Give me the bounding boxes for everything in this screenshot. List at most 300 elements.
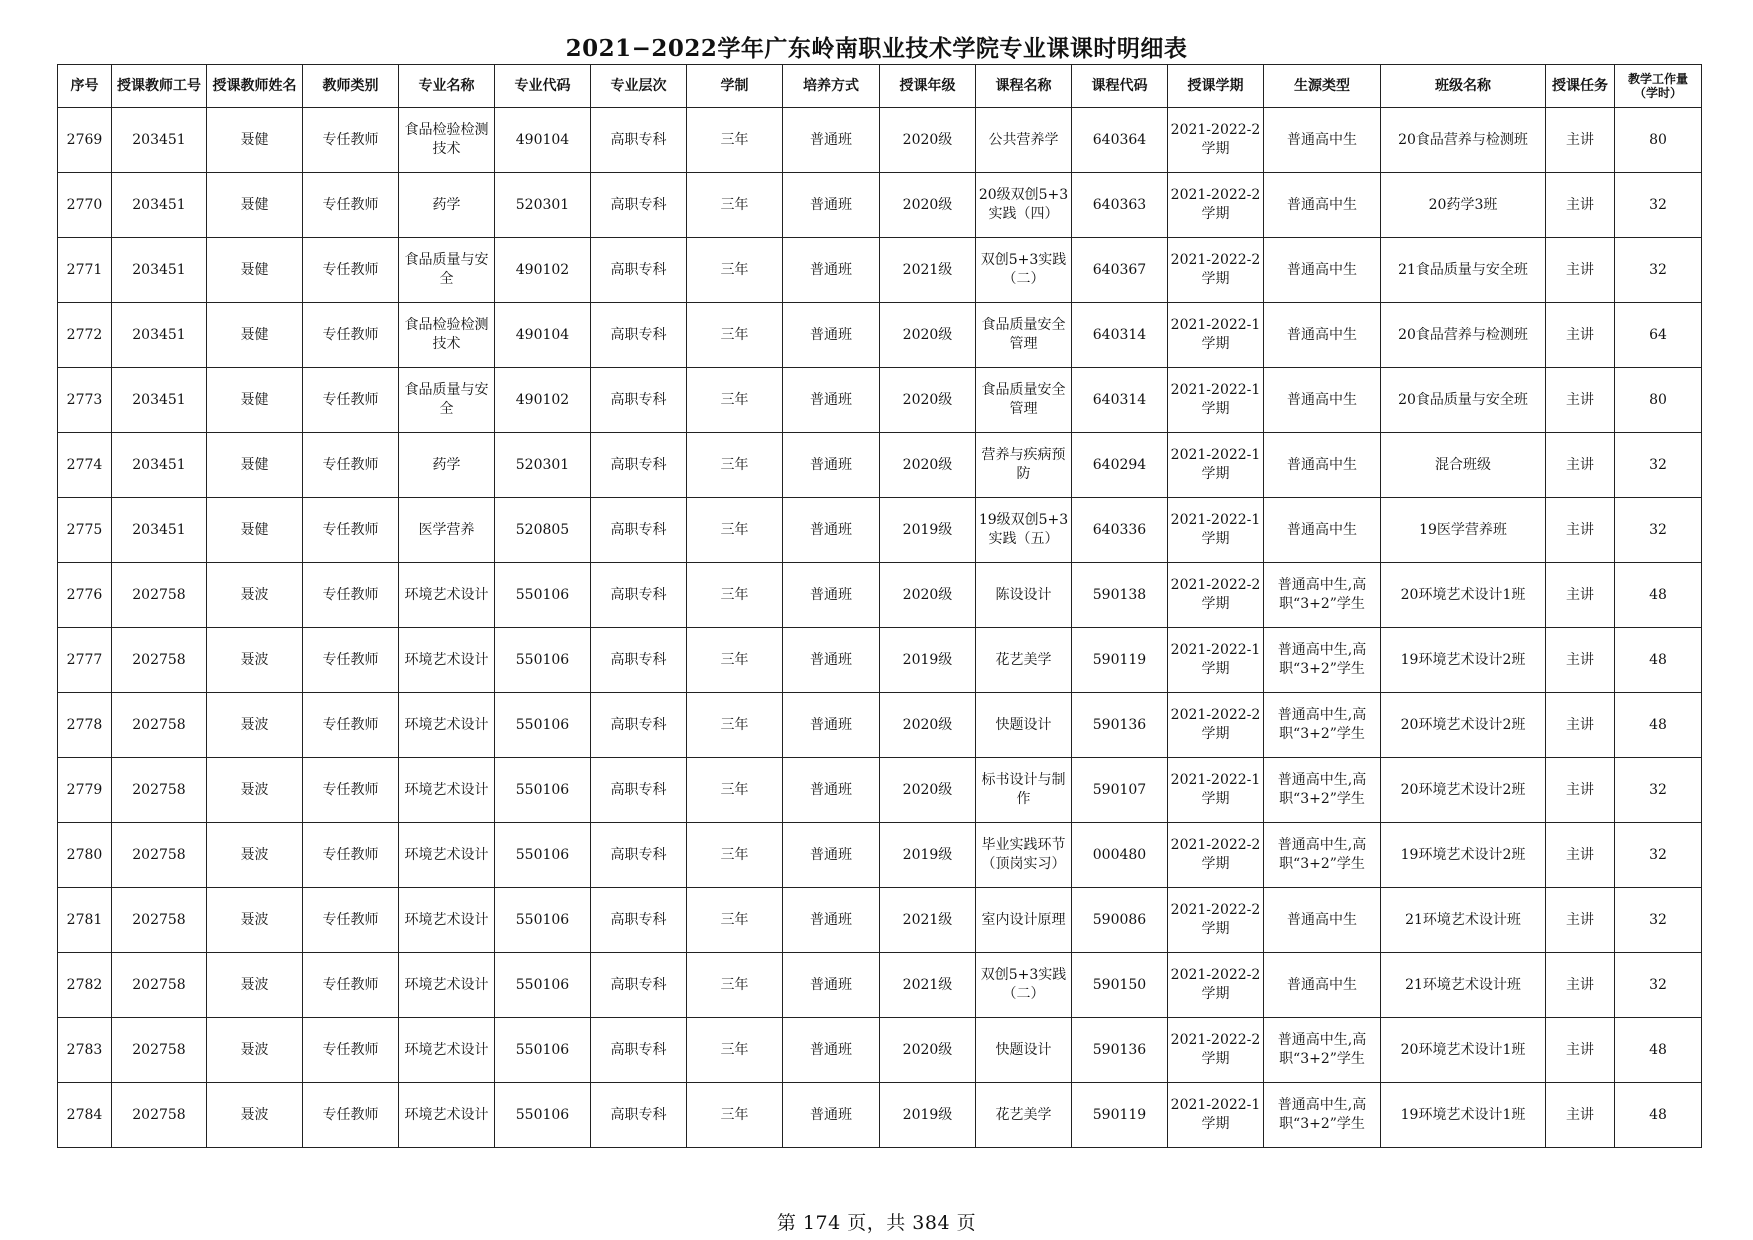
- table-cell: 80: [1615, 108, 1702, 173]
- table-cell: 普通班: [783, 888, 880, 953]
- table-cell: 2783: [58, 1018, 112, 1083]
- table-cell: 32: [1615, 238, 1702, 303]
- table-cell: 2021-2022-1学期: [1168, 368, 1264, 433]
- table-row: [58, 823, 1702, 888]
- table-row: [58, 693, 1702, 758]
- table-cell: 19环境艺术设计1班: [1381, 1083, 1546, 1148]
- table-cell: 640367: [1072, 238, 1168, 303]
- table-cell: 聂波: [207, 1083, 303, 1148]
- table-cell: 普通高中生,高职“3+2”学生: [1264, 758, 1381, 823]
- table-cell: 48: [1615, 628, 1702, 693]
- table-cell: 2780: [58, 823, 112, 888]
- table-cell: 550106: [495, 1083, 591, 1148]
- table-cell: 普通高中生: [1264, 173, 1381, 238]
- table-cell: 2020级: [880, 693, 976, 758]
- table-cell: 三年: [687, 888, 783, 953]
- table-cell: 高职专科: [591, 693, 687, 758]
- table-cell: 20环境艺术设计2班: [1381, 758, 1546, 823]
- table-cell: 640314: [1072, 368, 1168, 433]
- table-cell: 普通高中生,高职“3+2”学生: [1264, 628, 1381, 693]
- column-header: 序号: [58, 65, 112, 108]
- table-cell: 主讲: [1546, 888, 1615, 953]
- table-cell: 2019级: [880, 628, 976, 693]
- column-header: 专业层次: [591, 65, 687, 108]
- table-cell: 环境艺术设计: [399, 1018, 495, 1083]
- table-cell: 普通高中生: [1264, 303, 1381, 368]
- table-cell: 2021-2022-1学期: [1168, 1083, 1264, 1148]
- table-cell: 普通班: [783, 1083, 880, 1148]
- table-cell: 590086: [1072, 888, 1168, 953]
- table-row: [58, 498, 1702, 563]
- table-cell: 主讲: [1546, 1083, 1615, 1148]
- table-cell: 普通高中生: [1264, 953, 1381, 1018]
- table-cell: 32: [1615, 173, 1702, 238]
- table-cell: 2021-2022-1学期: [1168, 758, 1264, 823]
- table-cell: 环境艺术设计: [399, 758, 495, 823]
- table-cell: 2020级: [880, 433, 976, 498]
- table-cell: 2782: [58, 953, 112, 1018]
- table-cell: 药学: [399, 173, 495, 238]
- table-cell: 陈设设计: [976, 563, 1072, 628]
- table-cell: 快题设计: [976, 693, 1072, 758]
- table-cell: 普通班: [783, 368, 880, 433]
- table-cell: 主讲: [1546, 303, 1615, 368]
- table-cell: 普通班: [783, 108, 880, 173]
- table-cell: 2021-2022-2学期: [1168, 888, 1264, 953]
- table-cell: 640294: [1072, 433, 1168, 498]
- table-cell: 普通班: [783, 173, 880, 238]
- table-cell: 公共营养学: [976, 108, 1072, 173]
- table-cell: 高职专科: [591, 173, 687, 238]
- table-cell: 专任教师: [303, 888, 399, 953]
- table-cell: 普通班: [783, 823, 880, 888]
- table-cell: 环境艺术设计: [399, 823, 495, 888]
- table-cell: 21环境艺术设计班: [1381, 888, 1546, 953]
- table-cell: 三年: [687, 368, 783, 433]
- table-cell: 550106: [495, 628, 591, 693]
- table-cell: 花艺美学: [976, 628, 1072, 693]
- table-cell: 203451: [112, 303, 207, 368]
- table-cell: 203451: [112, 368, 207, 433]
- table-cell: 202758: [112, 888, 207, 953]
- column-header: 专业名称: [399, 65, 495, 108]
- table-cell: 聂波: [207, 1018, 303, 1083]
- table-cell: 主讲: [1546, 108, 1615, 173]
- table-cell: 590138: [1072, 563, 1168, 628]
- table-cell: 2021-2022-1学期: [1168, 498, 1264, 563]
- table-cell: 毕业实践环节（顶岗实习）: [976, 823, 1072, 888]
- table-cell: 环境艺术设计: [399, 693, 495, 758]
- column-header: 授课教师姓名: [207, 65, 303, 108]
- table-cell: 聂健: [207, 368, 303, 433]
- table-cell: 环境艺术设计: [399, 563, 495, 628]
- table-header: [58, 65, 1702, 108]
- column-header: 课程名称: [976, 65, 1072, 108]
- table-cell: 202758: [112, 1018, 207, 1083]
- table-cell: 普通高中生,高职“3+2”学生: [1264, 1018, 1381, 1083]
- table-cell: 32: [1615, 953, 1702, 1018]
- table-cell: 21环境艺术设计班: [1381, 953, 1546, 1018]
- table-cell: 主讲: [1546, 628, 1615, 693]
- table-cell: 2021-2022-2学期: [1168, 108, 1264, 173]
- table-cell: 三年: [687, 953, 783, 1018]
- table-cell: 202758: [112, 628, 207, 693]
- table-cell: 专任教师: [303, 758, 399, 823]
- table-cell: 高职专科: [591, 823, 687, 888]
- table-cell: 高职专科: [591, 498, 687, 563]
- table-cell: 普通班: [783, 758, 880, 823]
- table-cell: 32: [1615, 888, 1702, 953]
- table-cell: 2777: [58, 628, 112, 693]
- table-cell: 高职专科: [591, 1018, 687, 1083]
- table-cell: 普通班: [783, 303, 880, 368]
- table-cell: 2773: [58, 368, 112, 433]
- table-cell: 20食品质量与安全班: [1381, 368, 1546, 433]
- table-cell: 2776: [58, 563, 112, 628]
- table-cell: 2778: [58, 693, 112, 758]
- table-cell: 20食品营养与检测班: [1381, 303, 1546, 368]
- column-header: 专业代码: [495, 65, 591, 108]
- table-cell: 2779: [58, 758, 112, 823]
- table-cell: 2020级: [880, 303, 976, 368]
- table-cell: 三年: [687, 238, 783, 303]
- table-cell: 标书设计与制作: [976, 758, 1072, 823]
- table-cell: 专任教师: [303, 823, 399, 888]
- table-cell: 550106: [495, 823, 591, 888]
- table-cell: 专任教师: [303, 433, 399, 498]
- table-cell: 食品质量安全管理: [976, 368, 1072, 433]
- table-row: [58, 1018, 1702, 1083]
- table-cell: 590119: [1072, 628, 1168, 693]
- table-cell: 三年: [687, 693, 783, 758]
- column-header: 生源类型: [1264, 65, 1381, 108]
- table-cell: 2020级: [880, 563, 976, 628]
- table-cell: 2020级: [880, 1018, 976, 1083]
- table-cell: 2784: [58, 1083, 112, 1148]
- table-row: [58, 1083, 1702, 1148]
- table-cell: 三年: [687, 758, 783, 823]
- table-cell: 19环境艺术设计2班: [1381, 628, 1546, 693]
- page-footer: 第 174 页，共 384 页: [776, 1212, 977, 1234]
- table-row: [58, 433, 1702, 498]
- column-header: 教师类别: [303, 65, 399, 108]
- table-cell: 普通班: [783, 1018, 880, 1083]
- table-cell: 高职专科: [591, 758, 687, 823]
- table-cell: 聂波: [207, 888, 303, 953]
- table-cell: 520301: [495, 433, 591, 498]
- table-cell: 高职专科: [591, 628, 687, 693]
- table-cell: 20环境艺术设计2班: [1381, 693, 1546, 758]
- table-cell: 主讲: [1546, 173, 1615, 238]
- table-cell: 20食品营养与检测班: [1381, 108, 1546, 173]
- table-cell: 21食品质量与安全班: [1381, 238, 1546, 303]
- table-cell: 专任教师: [303, 953, 399, 1018]
- table-cell: 三年: [687, 628, 783, 693]
- table-cell: 2019级: [880, 823, 976, 888]
- table-cell: 490102: [495, 238, 591, 303]
- table-cell: 32: [1615, 823, 1702, 888]
- table-cell: 环境艺术设计: [399, 1083, 495, 1148]
- table-cell: 48: [1615, 693, 1702, 758]
- table-cell: 普通高中生,高职“3+2”学生: [1264, 1083, 1381, 1148]
- table-cell: 550106: [495, 1018, 591, 1083]
- table-cell: 三年: [687, 823, 783, 888]
- table-cell: 三年: [687, 563, 783, 628]
- table-cell: 花艺美学: [976, 1083, 1072, 1148]
- table-cell: 2021-2022-2学期: [1168, 563, 1264, 628]
- table-cell: 640336: [1072, 498, 1168, 563]
- table-cell: 202758: [112, 953, 207, 1018]
- table-cell: 三年: [687, 108, 783, 173]
- table-cell: 2021-2022-2学期: [1168, 1018, 1264, 1083]
- table-cell: 2021-2022-2学期: [1168, 693, 1264, 758]
- table-cell: 主讲: [1546, 433, 1615, 498]
- table-cell: 20环境艺术设计1班: [1381, 563, 1546, 628]
- table-cell: 营养与疾病预防: [976, 433, 1072, 498]
- table-cell: 2019级: [880, 498, 976, 563]
- table-cell: 聂波: [207, 693, 303, 758]
- table-cell: 2020级: [880, 368, 976, 433]
- table-cell: 19医学营养班: [1381, 498, 1546, 563]
- table-cell: 203451: [112, 238, 207, 303]
- column-header: 学制: [687, 65, 783, 108]
- table-cell: 普通高中生,高职“3+2”学生: [1264, 823, 1381, 888]
- table-cell: 2772: [58, 303, 112, 368]
- table-cell: 520805: [495, 498, 591, 563]
- table-cell: 专任教师: [303, 563, 399, 628]
- table-body: [58, 108, 1702, 1148]
- table-cell: 聂健: [207, 238, 303, 303]
- table-cell: 专任教师: [303, 303, 399, 368]
- table-row: [58, 238, 1702, 303]
- table-cell: 普通班: [783, 563, 880, 628]
- table-cell: 专任教师: [303, 628, 399, 693]
- table-cell: 食品质量安全管理: [976, 303, 1072, 368]
- column-header: 培养方式: [783, 65, 880, 108]
- table-cell: 普通高中生: [1264, 888, 1381, 953]
- table-cell: 聂健: [207, 173, 303, 238]
- table-cell: 490104: [495, 108, 591, 173]
- table-cell: 20级双创5+3实践（四）: [976, 173, 1072, 238]
- table-cell: 三年: [687, 1018, 783, 1083]
- table-cell: 普通班: [783, 693, 880, 758]
- table-cell: 普通高中生: [1264, 368, 1381, 433]
- table-cell: 三年: [687, 173, 783, 238]
- table-cell: 普通班: [783, 238, 880, 303]
- table-cell: 高职专科: [591, 888, 687, 953]
- table-row: [58, 953, 1702, 1018]
- table-cell: 2020级: [880, 108, 976, 173]
- table-cell: 快题设计: [976, 1018, 1072, 1083]
- table-cell: 2769: [58, 108, 112, 173]
- table-cell: 聂波: [207, 628, 303, 693]
- table-cell: 高职专科: [591, 368, 687, 433]
- table-cell: 主讲: [1546, 1018, 1615, 1083]
- table-cell: 20环境艺术设计1班: [1381, 1018, 1546, 1083]
- table-cell: 高职专科: [591, 108, 687, 173]
- table-cell: 三年: [687, 1083, 783, 1148]
- table-cell: 主讲: [1546, 823, 1615, 888]
- table-cell: 环境艺术设计: [399, 888, 495, 953]
- table-cell: 高职专科: [591, 563, 687, 628]
- table-cell: 聂健: [207, 303, 303, 368]
- table-cell: 聂波: [207, 758, 303, 823]
- table-cell: 室内设计原理: [976, 888, 1072, 953]
- table-row: [58, 758, 1702, 823]
- table-cell: 普通高中生: [1264, 498, 1381, 563]
- table-cell: 高职专科: [591, 953, 687, 1018]
- table-cell: 32: [1615, 758, 1702, 823]
- table-cell: 48: [1615, 563, 1702, 628]
- table-cell: 202758: [112, 693, 207, 758]
- table-cell: 普通高中生: [1264, 108, 1381, 173]
- table-cell: 高职专科: [591, 433, 687, 498]
- table-cell: 2770: [58, 173, 112, 238]
- table-cell: 普通高中生,高职“3+2”学生: [1264, 563, 1381, 628]
- table-cell: 专任教师: [303, 108, 399, 173]
- table-cell: 80: [1615, 368, 1702, 433]
- table-cell: 普通高中生,高职“3+2”学生: [1264, 693, 1381, 758]
- column-header: 教学工作量（学时）: [1615, 65, 1702, 108]
- table-cell: 高职专科: [591, 303, 687, 368]
- table-cell: 550106: [495, 693, 591, 758]
- column-header: 班级名称: [1381, 65, 1546, 108]
- table-row: [58, 368, 1702, 433]
- table-cell: 普通班: [783, 498, 880, 563]
- table-cell: 203451: [112, 173, 207, 238]
- table-cell: 聂波: [207, 953, 303, 1018]
- table-cell: 48: [1615, 1018, 1702, 1083]
- table-cell: 550106: [495, 563, 591, 628]
- table-cell: 专任教师: [303, 498, 399, 563]
- table-cell: 2021-2022-1学期: [1168, 433, 1264, 498]
- table-cell: 普通高中生: [1264, 238, 1381, 303]
- table-row: [58, 303, 1702, 368]
- table-cell: 2019级: [880, 1083, 976, 1148]
- table-cell: 32: [1615, 498, 1702, 563]
- table-cell: 专任教师: [303, 693, 399, 758]
- table-cell: 2781: [58, 888, 112, 953]
- table-cell: 2021-2022-2学期: [1168, 823, 1264, 888]
- table-cell: 2021-2022-2学期: [1168, 953, 1264, 1018]
- table-cell: 高职专科: [591, 238, 687, 303]
- table-cell: 专任教师: [303, 173, 399, 238]
- column-header: 课程代码: [1072, 65, 1168, 108]
- table-row: [58, 563, 1702, 628]
- table-cell: 食品质量与安全: [399, 368, 495, 433]
- table-cell: 普通班: [783, 433, 880, 498]
- table-row: [58, 108, 1702, 173]
- table-cell: 主讲: [1546, 368, 1615, 433]
- table-cell: 专任教师: [303, 368, 399, 433]
- table-cell: 主讲: [1546, 563, 1615, 628]
- table-cell: 药学: [399, 433, 495, 498]
- table-cell: 聂健: [207, 108, 303, 173]
- table-cell: 双创5+3实践（二）: [976, 953, 1072, 1018]
- table-cell: 2021-2022-1学期: [1168, 303, 1264, 368]
- column-header: 授课学期: [1168, 65, 1264, 108]
- table-cell: 食品检验检测技术: [399, 108, 495, 173]
- table-cell: 202758: [112, 563, 207, 628]
- table-cell: 专任教师: [303, 1018, 399, 1083]
- table-cell: 食品检验检测技术: [399, 303, 495, 368]
- table-cell: 20药学3班: [1381, 173, 1546, 238]
- table-cell: 聂健: [207, 433, 303, 498]
- table-cell: 520301: [495, 173, 591, 238]
- column-header: 授课教师工号: [112, 65, 207, 108]
- table-cell: 普通班: [783, 953, 880, 1018]
- table-cell: 550106: [495, 758, 591, 823]
- table-cell: 640314: [1072, 303, 1168, 368]
- table-cell: 202758: [112, 758, 207, 823]
- table-cell: 48: [1615, 1083, 1702, 1148]
- column-header: 授课年级: [880, 65, 976, 108]
- table-cell: 000480: [1072, 823, 1168, 888]
- table-cell: 三年: [687, 498, 783, 563]
- table-cell: 550106: [495, 888, 591, 953]
- table-cell: 环境艺术设计: [399, 628, 495, 693]
- table-cell: 聂波: [207, 823, 303, 888]
- table-cell: 聂健: [207, 498, 303, 563]
- table-cell: 203451: [112, 498, 207, 563]
- table-cell: 2020级: [880, 173, 976, 238]
- page-title: 2021−2022学年广东岭南职业技术学院专业课课时明细表: [565, 35, 1188, 62]
- table-cell: 主讲: [1546, 758, 1615, 823]
- table-cell: 2021-2022-2学期: [1168, 238, 1264, 303]
- table-cell: 550106: [495, 953, 591, 1018]
- table-row: [58, 888, 1702, 953]
- table-cell: 普通班: [783, 628, 880, 693]
- table-cell: 32: [1615, 433, 1702, 498]
- table-cell: 聂波: [207, 563, 303, 628]
- table-cell: 19环境艺术设计2班: [1381, 823, 1546, 888]
- table-cell: 2774: [58, 433, 112, 498]
- table-cell: 590119: [1072, 1083, 1168, 1148]
- table-cell: 三年: [687, 303, 783, 368]
- table-cell: 202758: [112, 1083, 207, 1148]
- column-header: 授课任务: [1546, 65, 1615, 108]
- table-cell: 2021级: [880, 953, 976, 1018]
- table-cell: 202758: [112, 823, 207, 888]
- table-row: [58, 173, 1702, 238]
- table-cell: 环境艺术设计: [399, 953, 495, 1018]
- table-cell: 医学营养: [399, 498, 495, 563]
- table-cell: 2021-2022-1学期: [1168, 628, 1264, 693]
- course-hours-table: [57, 64, 1702, 1148]
- table-cell: 203451: [112, 433, 207, 498]
- table-cell: 双创5+3实践（二）: [976, 238, 1072, 303]
- table-cell: 640364: [1072, 108, 1168, 173]
- table-cell: 普通高中生: [1264, 433, 1381, 498]
- table-cell: 490102: [495, 368, 591, 433]
- table-row: [58, 628, 1702, 693]
- table-cell: 2020级: [880, 758, 976, 823]
- table-cell: 主讲: [1546, 498, 1615, 563]
- table-cell: 主讲: [1546, 693, 1615, 758]
- table-cell: 640363: [1072, 173, 1168, 238]
- table-cell: 2021级: [880, 888, 976, 953]
- table-cell: 混合班级: [1381, 433, 1546, 498]
- header-row: [58, 65, 1702, 108]
- table-cell: 食品质量与安全: [399, 238, 495, 303]
- table-cell: 专任教师: [303, 1083, 399, 1148]
- table-cell: 590150: [1072, 953, 1168, 1018]
- table-cell: 203451: [112, 108, 207, 173]
- table-cell: 490104: [495, 303, 591, 368]
- table-cell: 590107: [1072, 758, 1168, 823]
- table-cell: 主讲: [1546, 238, 1615, 303]
- table-cell: 专任教师: [303, 238, 399, 303]
